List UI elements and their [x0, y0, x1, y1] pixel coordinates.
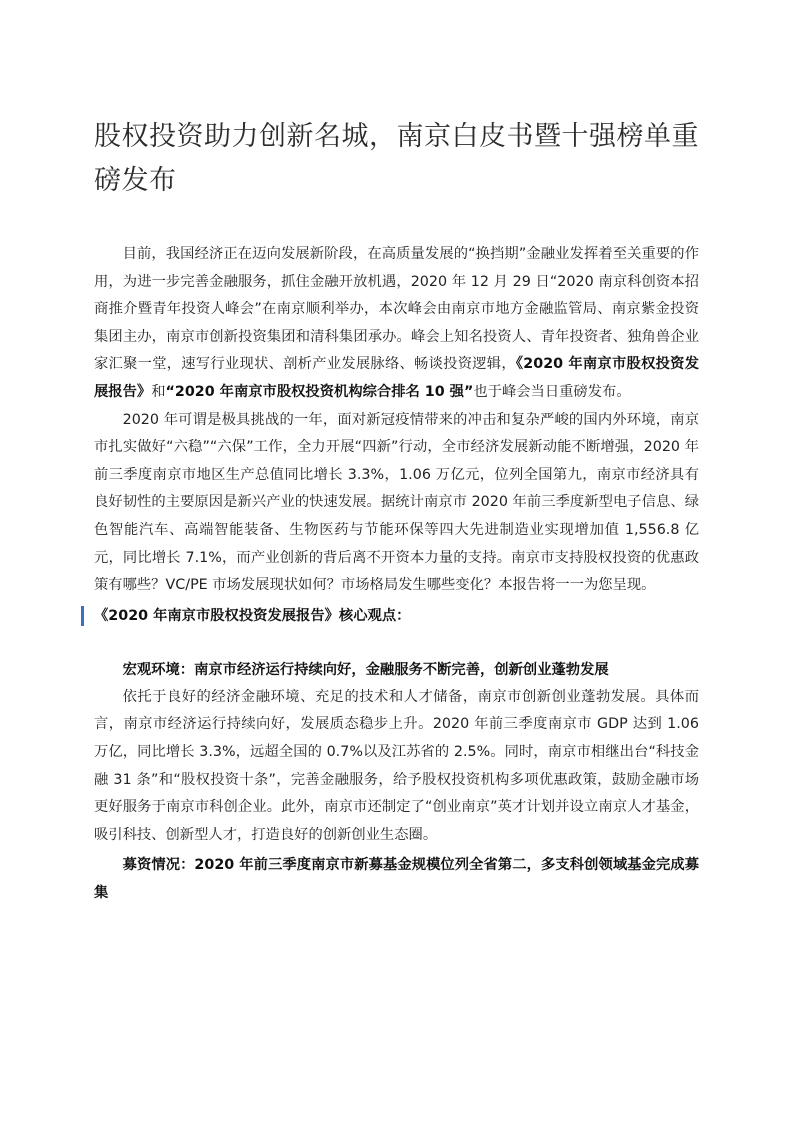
document-page	[94, 115, 699, 907]
intro-text-2: 和	[151, 383, 166, 400]
ranking-title-bold: “2020 年南京市股权投资机构综合排名 10 强”	[165, 383, 474, 400]
report-title-bold: 《2020 年南京市股权投资发展报告》	[94, 356, 700, 400]
intro-paragraph	[94, 241, 699, 407]
intro-text-1: 目前，我国经济正在迈向发展新阶段，在高质量发展的“换挡期”金融业发挥着至关重要的作用，为进一步完善金融服务，抓住金融开放机遇，2020 年 12 月 29 日“2020 南京科创资本招商推介暨青年投资人峰会”在南京顺利举办，本次峰会由南京市地方金融监管局、南京紫金投资集团主办，南京市创新投资集团和清科集团承办。峰会上知名投资人、青年投资者、独角兽企业家汇聚一堂，速写行业现状、剖析产业发展脉络、畅谈投资逻辑，	[94, 246, 699, 373]
section-fundraising-heading: 募资情况：2020 年前三季度南京市新募基金规模位列全省第二，多支科创领域基金完成募集	[94, 857, 699, 902]
context-paragraph: 2020 年可谓是极具挑战的一年，面对新冠疫情带来的冲击和复杂严峻的国内外环境，南京市扎实做好“六稳”“六保”工作，全力开展“四新”行动，全市经济发展新动能不断增强，2020 年前三季度南京市地区生产总值同比增长 3.3%，1.06 万亿元，位列全国第九，南京市经济具有良好韧性的主要原因是新兴产业的快速发展。据统计南京市 2020 年前三季度新型电子信息、绿色智能汽车、高端智能装备、生物医药与节能环保等四大先进制造业实现增加值 1,556.8 亿元，同比增长 7.1%，而产业创新的背后离不开资本力量的支持。南京市支持股权投资的优惠政策有哪些？VC/PE 市场发展现状如何？市场格局发生哪些变化？本报告将一一为您呈现。	[94, 411, 699, 594]
section-macro-heading: 宏观环境：南京市经济运行持续向好，金融服务不断完善，创新创业蓬勃发展	[122, 661, 609, 678]
intro-text-3: 也于峰会当日重磅发布。	[473, 383, 631, 400]
core-views-heading-text: 《2020 年南京市股权投资发展报告》核心观点：	[94, 607, 411, 624]
section-macro-body: 依托于良好的经济金融环境、充足的技术和人才储备，南京市创新创业蓬勃发展。具体而言，南京市经济运行持续向好，发展质态稳步上升。2020 年前三季度南京市 GDP 达到 1.06 万亿，同比增长 3.3%，远超全国的 0.7%以及江苏省的 2.5%。同时，南京市相继出台“科技金融 31 条”和“股权投资十条”，完善金融服务，给予股权投资机构多项优惠政策，鼓励金融市场更好服务于南京市科创企业。此外，南京市还制定了“创业南京”英才计划并设立南京人才基金，吸引科技、创新型人才，打造良好的创新创业生态圈。	[94, 688, 699, 843]
quote-accent-bar	[81, 606, 84, 626]
article-title: 股权投资助力创新名城，南京白皮书暨十强榜单重磅发布	[94, 121, 699, 196]
core-views-heading	[94, 602, 699, 630]
